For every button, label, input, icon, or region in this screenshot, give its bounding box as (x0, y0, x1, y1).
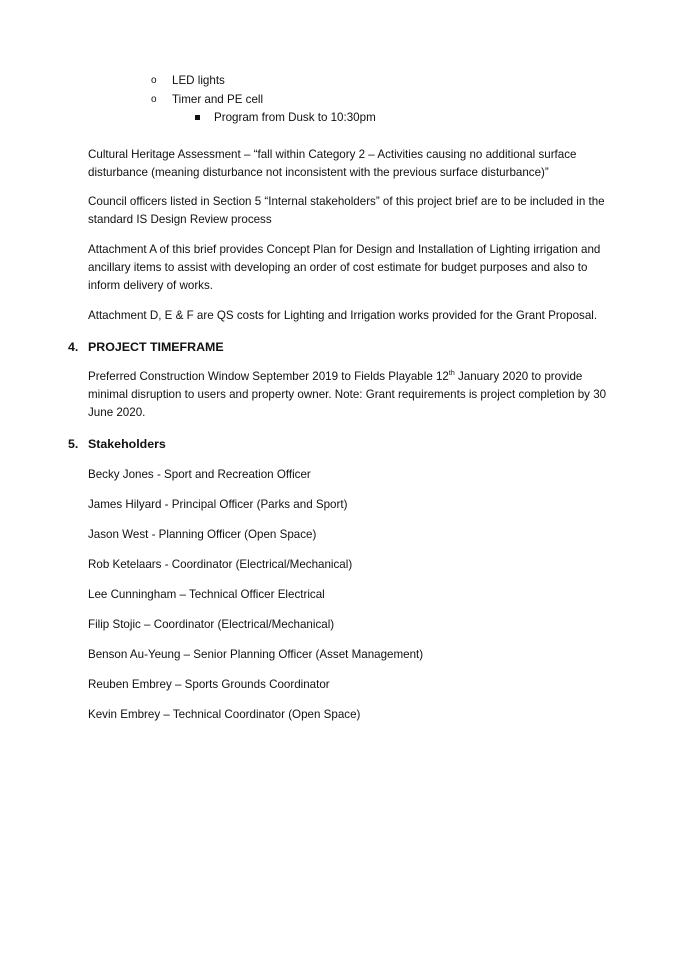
stakeholder-item: Jason West - Planning Officer (Open Space) (88, 528, 317, 541)
stakeholder-item: Benson Au-Yeung – Senior Planning Officer (Asset Management) (88, 648, 424, 661)
stakeholder-item: Lee Cunningham – Technical Officer Electrical (88, 588, 325, 601)
paragraph-attachment-a-line-2: ancillary items to assist with developing an order of cost estimate for budget purposes and also to (88, 261, 588, 274)
section-5-number: 5. (68, 437, 79, 451)
paragraph-council-officers-line-1: Council officers listed in Section 5 “Internal stakeholders” of this project brief are to be included in the (88, 195, 605, 208)
stakeholder-item: James Hilyard - Principal Officer (Parks and Sport) (88, 498, 348, 511)
hollow-circle-bullet-icon: o (151, 94, 157, 105)
list-item-timer-pe-cell: Timer and PE cell (172, 93, 264, 106)
square-bullet-icon (195, 115, 200, 120)
paragraph-attachment-a-line-3: inform delivery of works. (88, 279, 213, 292)
paragraph-cultural-heritage-line-1: Cultural Heritage Assessment – “fall within Category 2 – Activities causing no additional surface (88, 148, 577, 161)
section-5-title: Stakeholders (88, 437, 166, 451)
stakeholder-item: Becky Jones - Sport and Recreation Officer (88, 468, 311, 481)
paragraph-attachment-a-line-1: Attachment A of this brief provides Concept Plan for Design and Installation of Lighting irrigation and (88, 243, 601, 256)
section-4-line-2: minimal disruption to users and property owner. Note: Grant requirements is project completion by 30 (88, 388, 607, 401)
hollow-circle-bullet-icon: o (151, 75, 157, 86)
stakeholder-item: Filip Stojic – Coordinator (Electrical/Mechanical) (88, 618, 335, 631)
stakeholder-item: Kevin Embrey – Technical Coordinator (Open Space) (88, 708, 361, 721)
stakeholder-item: Rob Ketelaars - Coordinator (Electrical/Mechanical) (88, 558, 353, 571)
section-4-line-1: Preferred Construction Window September 2019 to Fields Playable 12th January 2020 to provide (88, 370, 583, 383)
paragraph-council-officers-line-2: standard IS Design Review process (88, 213, 272, 226)
list-item-led-lights: LED lights (172, 74, 225, 87)
section-4-title: PROJECT TIMEFRAME (88, 340, 224, 354)
paragraph-attachment-def: Attachment D, E & F are QS costs for Lighting and Irrigation works provided for the Grant Proposal. (88, 309, 598, 322)
list-item-program: Program from Dusk to 10:30pm (214, 111, 376, 124)
paragraph-cultural-heritage-line-2: disturbance (meaning disturbance not inconsistent with the previous surface disturbance)” (88, 166, 549, 179)
section-4-number: 4. (68, 340, 79, 354)
section-4-line-3: June 2020. (88, 406, 146, 419)
stakeholder-item: Reuben Embrey – Sports Grounds Coordinator (88, 678, 330, 691)
